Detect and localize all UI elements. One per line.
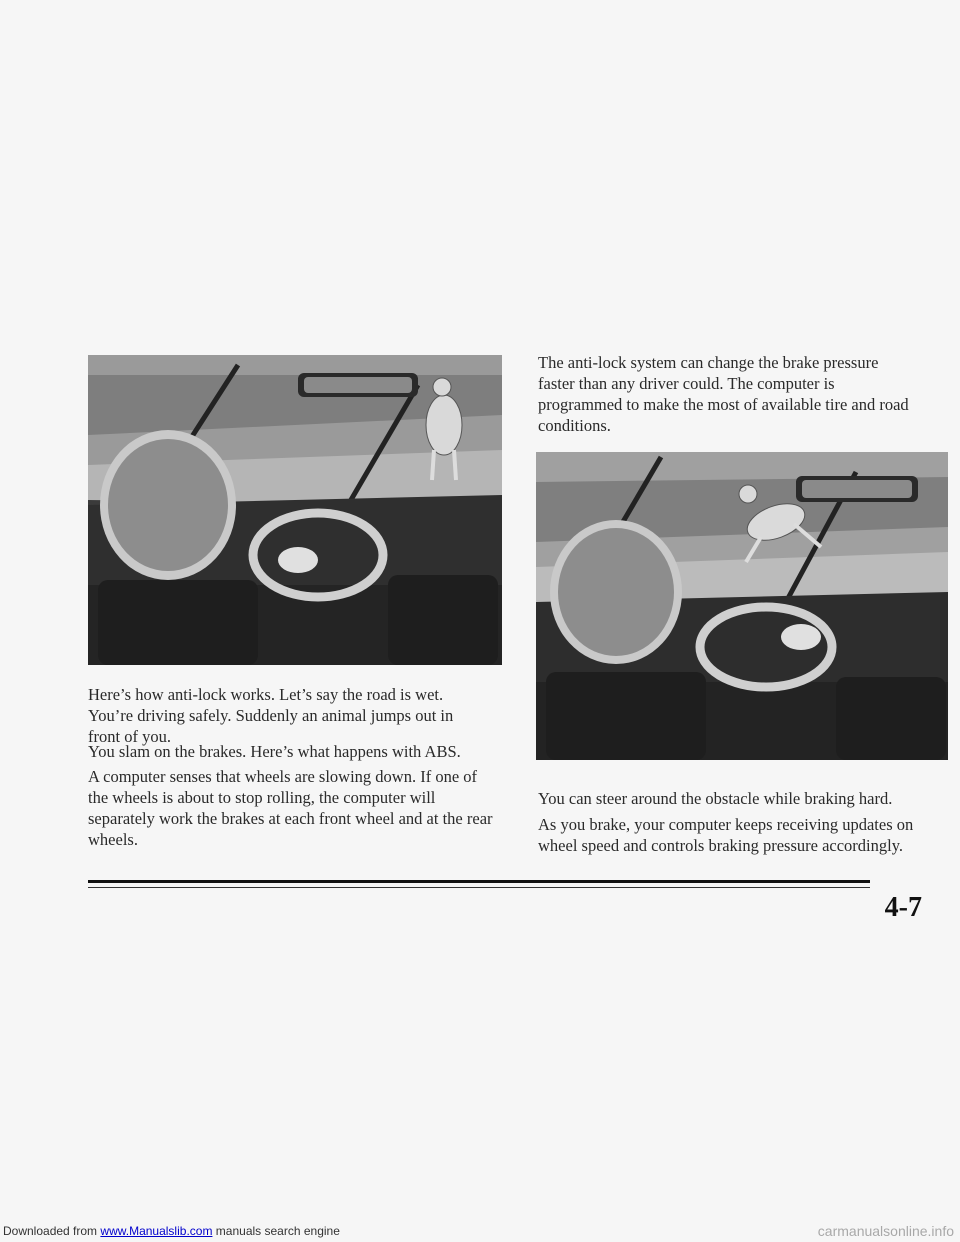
- footer-rule-thin: [88, 887, 870, 888]
- right-paragraph-2: As you brake, your computer keeps receiving updates on wheel speed and controls braking pressure accordingly.: [538, 815, 914, 855]
- footer-prefix: Downloaded from: [3, 1224, 98, 1238]
- left-paragraph-1: Here’s how anti-lock works. Let’s say the road is wet. You’re driving safely. Suddenly an animal jumps out in front of you.: [88, 685, 454, 746]
- download-footer: [3, 1224, 340, 1238]
- footer-link[interactable]: www.Manualslib.com: [100, 1224, 213, 1238]
- left-paragraph-3: A computer senses that wheels are slowing down. If one of the wheels is about to stop rolling, the computer will separately work the brakes at each front wheel and at the rear wheels.: [88, 767, 493, 849]
- footer-rule-thick: [88, 880, 870, 883]
- right-intro-paragraph: The anti-lock system can change the brake pressure faster than any driver could. The computer is programmed to make the most of available tire and road conditions.: [538, 353, 909, 435]
- left-paragraph-2: You slam on the brakes. Here’s what happens with ABS.: [88, 742, 461, 761]
- footer-suffix: manuals search engine: [215, 1224, 340, 1238]
- right-paragraph-1: You can steer around the obstacle while braking hard.: [538, 789, 893, 808]
- page-number: 4-7: [884, 892, 922, 923]
- watermark: carmanualsonline.info: [817, 1223, 954, 1239]
- illustration-deer-on-road: [88, 355, 502, 665]
- illustration-deer-leaping: [536, 452, 948, 760]
